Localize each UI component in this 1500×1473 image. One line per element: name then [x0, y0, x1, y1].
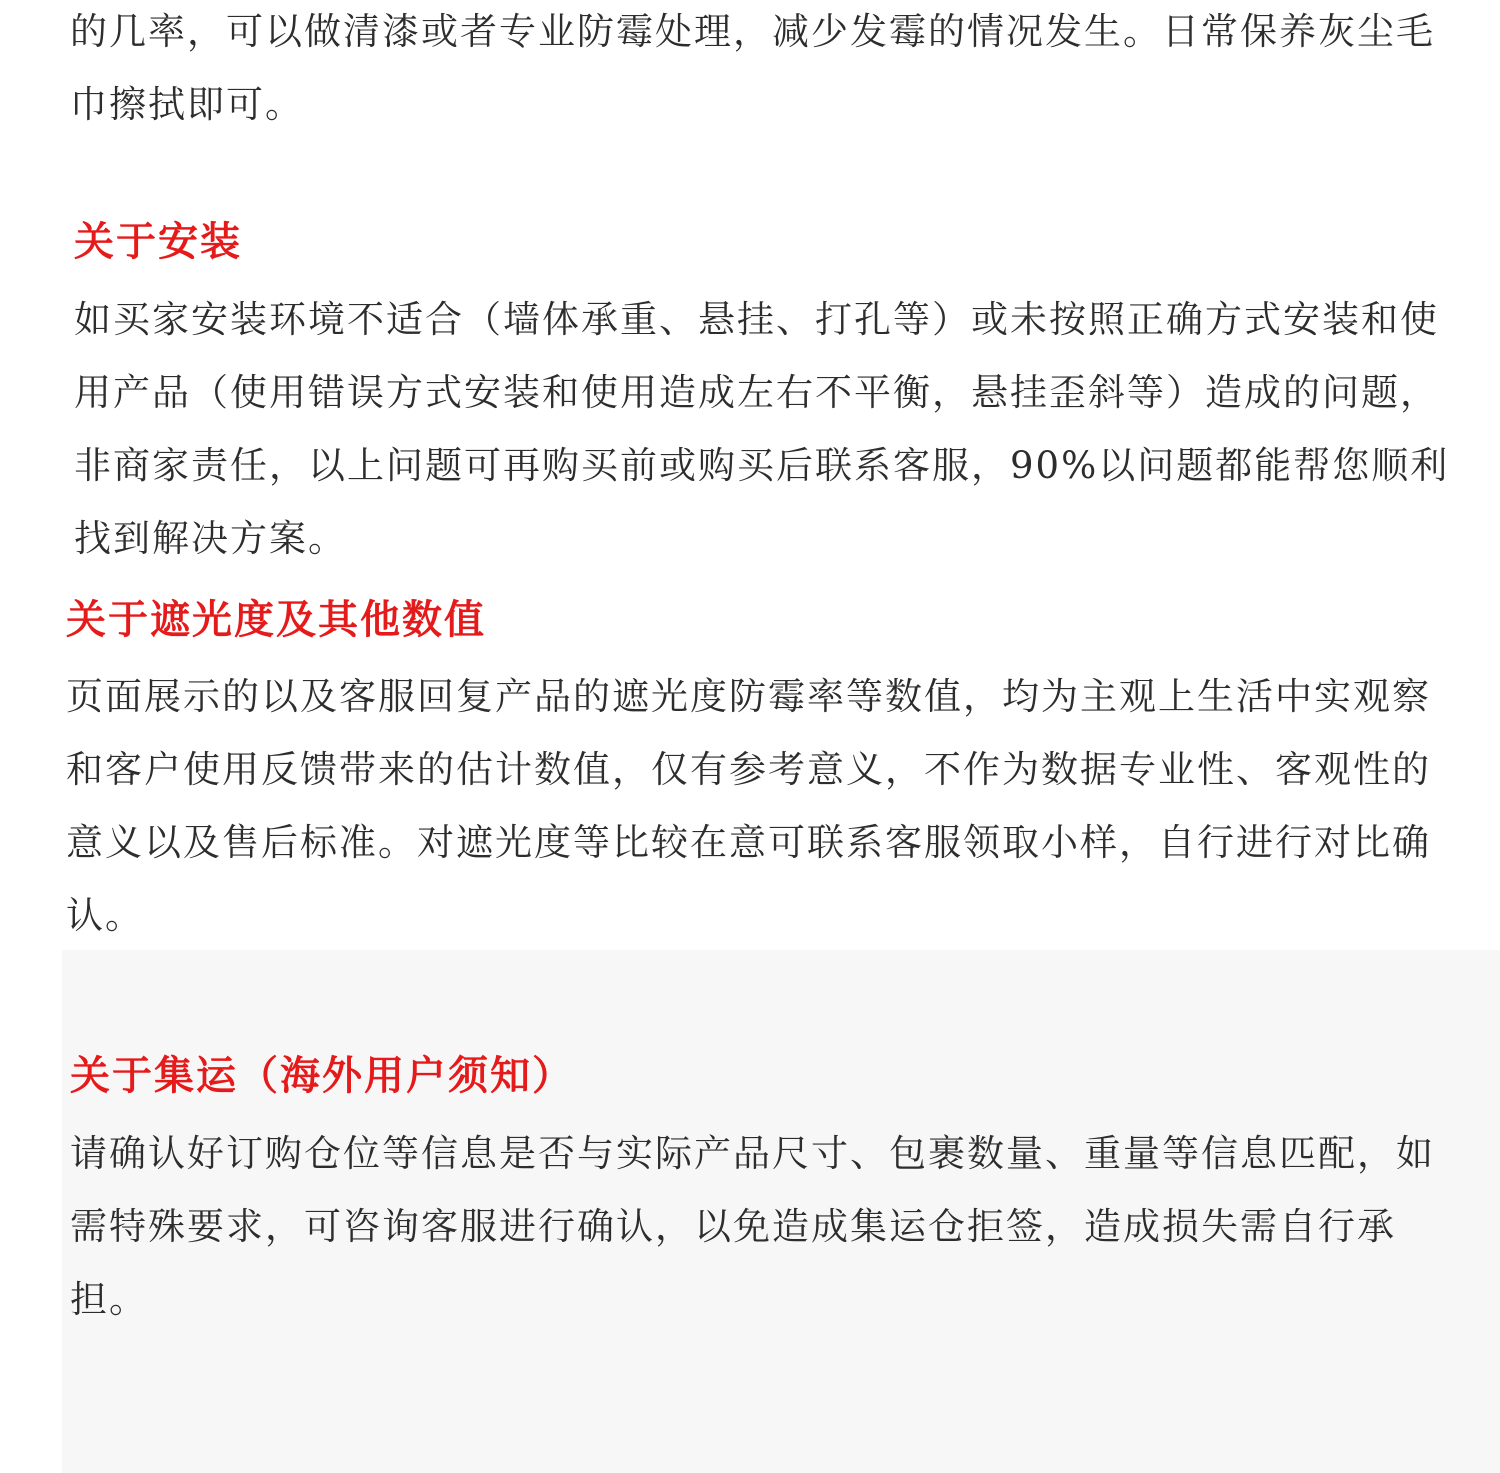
shipping-paragraph: 请确认好订购仓位等信息是否与实际产品尺寸、包裹数量、重量等信息匹配，如需特殊要求，可咨询客服进行确认，以免造成集运仓拒签，造成损失需自行承担。: [70, 1132, 1435, 1321]
intro-paragraph: 的几率，可以做清漆或者专业防霉处理，减少发霉的情况发生。日常保养灰尘毛巾擦拭即可。: [70, 10, 1435, 126]
shipping-heading: 关于集运（海外用户须知）: [70, 1052, 574, 1099]
shading-heading: 关于遮光度及其他数值: [66, 596, 486, 643]
installation-paragraph: 如买家安装环境不适合（墙体承重、悬挂、打孔等）或未按照正确方式安装和使用产品（使用错误方式安装和使用造成左右不平衡，悬挂歪斜等）造成的问题，非商家责任，以上问题可再购买前或购买后联系客服，90%以问题都能帮您顺利找到解决方案。: [74, 298, 1450, 560]
shading-paragraph: 页面展示的以及客服回复产品的遮光度防霉率等数值，均为主观上生活中实观察和客户使用反馈带来的估计数值，仅有参考意义，不作为数据专业性、客观性的意义以及售后标准。对遮光度等比较在意可联系客服领取小样，自行进行对比确认。: [66, 675, 1431, 937]
installation-heading: 关于安装: [74, 218, 242, 265]
